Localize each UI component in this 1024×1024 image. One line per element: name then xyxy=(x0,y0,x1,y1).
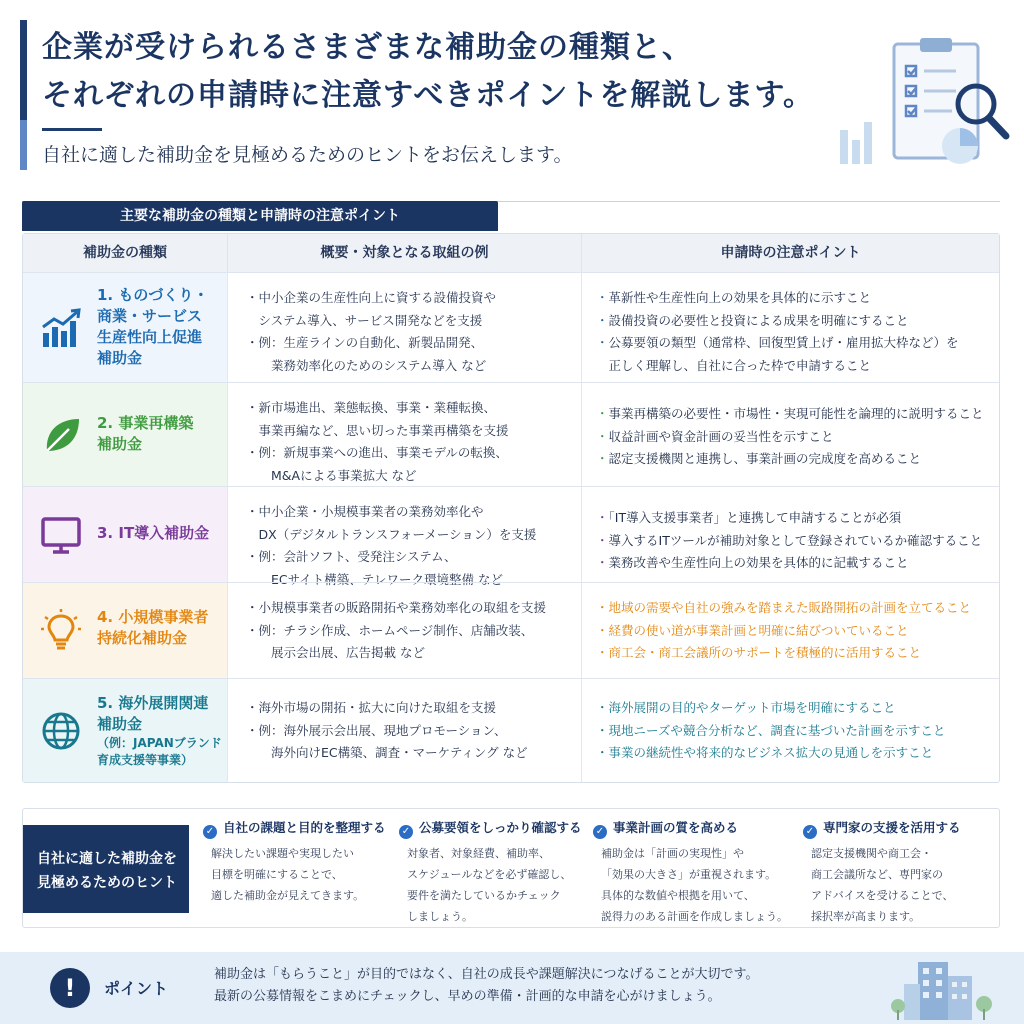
monitor-icon xyxy=(39,513,83,557)
subsidy-name-cell xyxy=(23,273,227,382)
subsidy-table xyxy=(22,233,1000,783)
subsidy-name: 3. IT導入補助金 xyxy=(97,524,210,542)
lightbulb-icon xyxy=(39,607,83,651)
column-header-overview: 概要・対象となる取組の例 xyxy=(227,234,581,272)
overview-cell: ・中小企業の生産性向上に資する設備投資や システム導入、サービス開発などを支援 ・例：生産ラインの自動化、新製品開発、 業務効率化のためのシステム導入 など xyxy=(227,273,581,382)
table-row xyxy=(23,582,999,678)
table-row xyxy=(23,382,999,486)
hints-label: 自社に適した補助金を 見極めるためのヒント xyxy=(23,825,189,913)
globe-icon xyxy=(39,709,83,753)
column-header-points: 申請時の注意ポイント xyxy=(581,234,999,272)
table-row xyxy=(23,486,999,587)
page-subtitle: 自社に適した補助金を見極めるためのヒントをお伝えします。 xyxy=(42,144,573,166)
table-row xyxy=(23,272,999,382)
subsidy-name: 5. 海外展開関連 補助金 （例：JAPANブランド 育成支援等事業） xyxy=(97,694,222,767)
check-circle-icon: ✓ xyxy=(593,825,607,839)
leaf-icon xyxy=(39,413,83,457)
table-row xyxy=(23,678,999,782)
exclamation-icon: ! xyxy=(50,968,90,1008)
hint-item: ✓ 公募要領をしっかり確認する 対象者、対象経費、補助率、 スケジュールなどを必ず確認し、 要件を満たしているかチェック しましょう。 xyxy=(399,817,595,927)
clipboard-magnifier-chart-icon xyxy=(834,30,1014,180)
hint-item: ✓ 専門家の支援を活用する 認定支援機関や商工会・ 商工会議所など、専門家の アドバイスを受けることで、 採択率が高まります。 xyxy=(803,817,999,927)
office-buildings-icon xyxy=(890,954,1000,1020)
points-cell: ・革新性や生産性向上の効果を具体的に示すこと ・設備投資の必要性と投資による成果を明確にすること ・公募要領の類型（通常枠、回復型賃上げ・雇用拡大枠など）を 正しく理解し、自社に合った枠で申請すること xyxy=(581,273,999,382)
subsidy-name: 2. 事業再構築 補助金 xyxy=(97,414,194,453)
points-cell: ・海外展開の目的やターゲット市場を明確にすること ・現地ニーズや競合分析など、調査に基づいた計画を示すこと ・事業の継続性や将来的なビジネス拡大の見通しを示すこと xyxy=(581,679,999,782)
title-line-2: それぞれの申請時に注意すべきポイントを解説します。 xyxy=(42,78,814,113)
overview-cell: ・新市場進出、業態転換、事業・業種転換、 事業再編など、思い切った事業再構築を支援 ・例：新規事業への進出、事業モデルの転換、 M&Aによる事業拡大 など xyxy=(227,383,581,486)
subsidy-name: 4. 小規模事業者 持続化補助金 xyxy=(97,608,209,647)
subsidy-name-cell xyxy=(23,679,227,782)
overview-cell: ・小規模事業者の販路開拓や業務効率化の取組を支援 ・例：チラシ作成、ホームページ制作、店舗改装、 展示会出展、広告掲載 など xyxy=(227,583,581,678)
hints-panel xyxy=(22,808,1000,928)
column-header-type: 補助金の種類 xyxy=(23,234,227,272)
subsidy-name-cell xyxy=(23,583,227,678)
hint-item: ✓ 自社の課題と目的を整理する 解決したい課題や実現したい 目標を明確にすることで、 適した補助金が見えてきます。 xyxy=(203,817,399,906)
subsidy-name-cell xyxy=(23,487,227,582)
hint-item: ✓ 事業計画の質を高める 補助金は「計画の実現性」や 「効果の大きさ」が重視されます。 具体的な数値や根拠を用いて、 説得力のある計画を作成しましょう。 xyxy=(593,817,789,927)
footer-text: 補助金は「もらうこと」が目的ではなく、自社の成長や課題解決につなげることが大切です。 最新の公募情報をこまめにチェックし、早めの準備・計画的な申請を心がけましょう。 xyxy=(214,967,759,1004)
subsidy-name-cell xyxy=(23,383,227,486)
section-title: 主要な補助金の種類と申請時の注意ポイント xyxy=(22,201,498,231)
points-cell: ・「IT導入支援事業者」と連携して申請することが必須 ・導入するITツールが補助対象として登録されているか確認すること ・業務改善や生産性向上の効果を具体的に記載すること xyxy=(581,487,999,582)
title-line-1: 企業が受けられるさまざまな補助金の種類と、 xyxy=(42,30,693,65)
points-cell: ・事業再構築の必要性・市場性・実現可能性を論理的に説明すること ・収益計画や資金計画の妥当性を示すこと ・認定支援機関と連携し、事業計画の完成度を高めること xyxy=(581,383,999,486)
growth-chart-icon xyxy=(39,307,83,351)
subtitle-accent-bar xyxy=(20,120,27,170)
check-circle-icon: ✓ xyxy=(803,825,817,839)
points-cell: ・地域の需要や自社の強みを踏まえた販路開拓の計画を立てること ・経費の使い道が事業計画と明確に結びついていること ・商工会・商工会議所のサポートを積極的に活用すること xyxy=(581,583,999,678)
check-circle-icon: ✓ xyxy=(399,825,413,839)
overview-cell: ・中小企業・小規模事業者の業務効率化や DX（デジタルトランスフォーメーション）を支援 ・例：会計ソフト、受発注システム、 ECサイト構築、テレワーク環境整備 など xyxy=(227,487,581,582)
footer-label: ポイント xyxy=(104,979,169,998)
page-title xyxy=(42,24,862,120)
subsidy-name: 1. ものづくり・ 商業・サービス 生産性向上促進 補助金 xyxy=(97,286,209,367)
title-divider xyxy=(42,128,102,131)
check-circle-icon: ✓ xyxy=(203,825,217,839)
overview-cell: ・海外市場の開拓・拡大に向けた取組を支援 ・例：海外展示会出展、現地プロモーション、 海外向けEC構築、調査・マーケティング など xyxy=(227,679,581,782)
